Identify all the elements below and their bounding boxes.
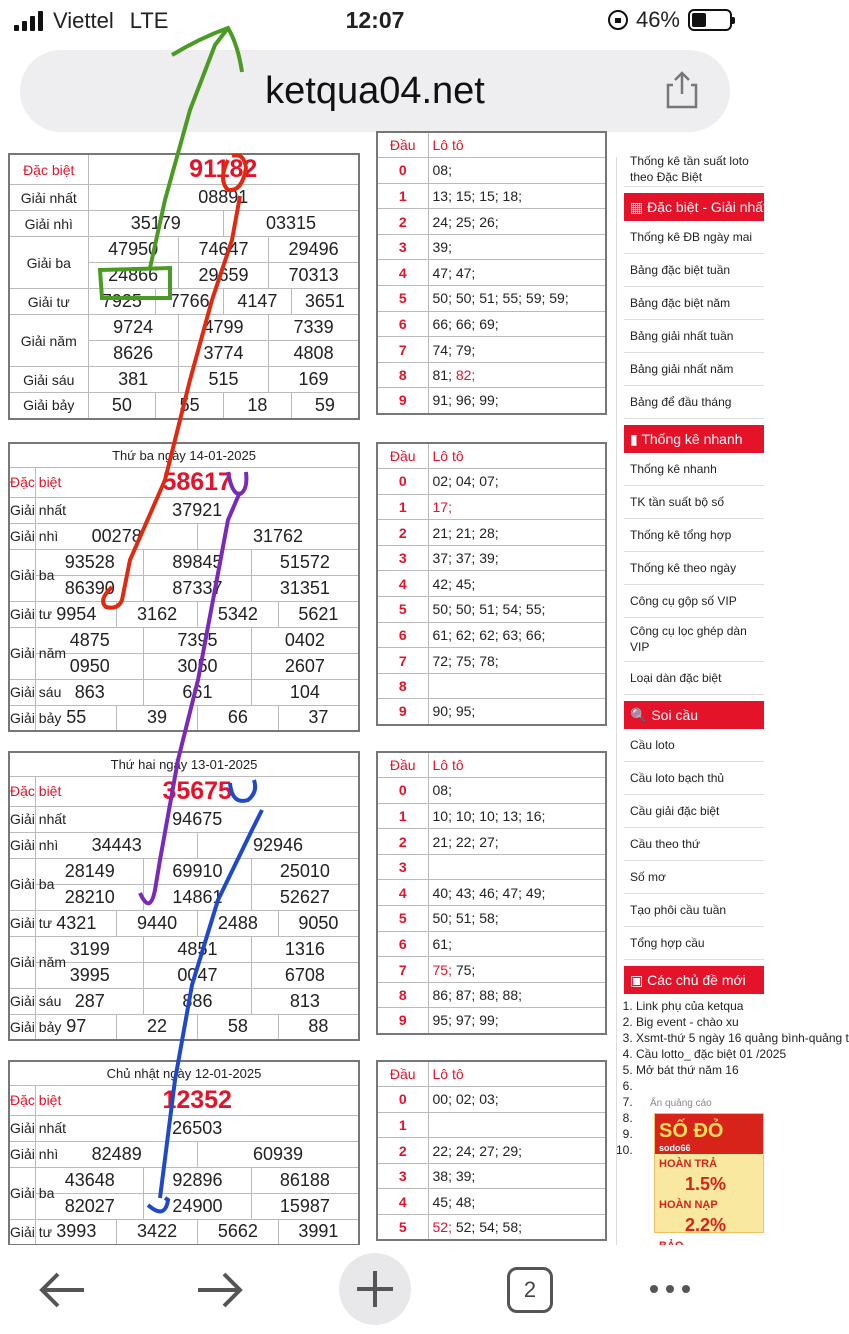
loto-table: Đầu Lô tô 0 02; 04; 07; 1 17; 2 21; 21; 28; 3 37; 37; 39; 4 42; 45; 5 50; 50; 51; 54; 55; 6 61; 62; 62; 63; 66; 7 72; 75; 78; 8 9 90; 95; [376, 442, 607, 726]
loto-values: 74; 79; [428, 337, 606, 363]
loto-head: 2 [377, 1138, 428, 1164]
fourth-prize: 3162 [117, 601, 198, 627]
loto-values: 39; [428, 234, 606, 260]
loto-head: 9 [377, 1008, 428, 1034]
sidebar-link[interactable]: Công cụ lọc ghép dàn VIP [624, 618, 764, 662]
seventh-prize: 58 [197, 1014, 278, 1040]
loto-values: 61; [428, 931, 606, 957]
back-icon[interactable] [28, 1255, 98, 1325]
loto-values: 91; 96; 99; [428, 388, 606, 414]
loto-values: 08; [428, 778, 606, 804]
loto-head: 7 [377, 337, 428, 363]
fourth-prize: 7766 [156, 289, 224, 315]
sixth-prize: 886 [144, 988, 252, 1014]
fourth-prize: 3993 [36, 1219, 117, 1245]
loto-values: 86; 87; 88; 88; [428, 982, 606, 1008]
fourth-prize: 7925 [88, 289, 156, 315]
third-prize: 31351 [251, 575, 359, 601]
loto-head: 1 [377, 1112, 428, 1138]
third-prize: 93528 [36, 549, 144, 575]
loto-table: Đầu Lô tô 0 00; 02; 03; 1 2 22; 24; 27; 29; 3 38; 39; 4 45; 48; 5 52; 52; 54; 58; [376, 1060, 607, 1241]
loto-head: 0 [377, 778, 428, 804]
fifth-prize: 3774 [178, 341, 268, 367]
loto-head: 4 [377, 880, 428, 906]
fifth-prize: 4799 [178, 315, 268, 341]
second-prize: 03315 [223, 211, 359, 237]
loto-head: 8 [377, 982, 428, 1008]
page-content [0, 137, 849, 1245]
sidebar-link[interactable]: Loại dàn đặc biệt [624, 662, 764, 695]
sidebar-link[interactable]: Bảng giải nhất tuần [624, 320, 764, 353]
seventh-prize: 55 [36, 705, 117, 731]
sidebar [624, 154, 849, 1235]
loto-head: 6 [377, 622, 428, 648]
seventh-prize: 22 [117, 1014, 198, 1040]
loto-values: 52; 52; 54; 58; [428, 1215, 606, 1241]
more-icon[interactable] [650, 1285, 690, 1293]
fourth-prize: 5342 [197, 601, 278, 627]
loto-head: 2 [377, 520, 428, 546]
seventh-prize: 59 [291, 393, 359, 419]
sidebar-link[interactable]: Bảng đặc biệt năm [624, 287, 764, 320]
sidebar-link[interactable]: Tổng hợp cầu [624, 927, 764, 960]
seventh-prize: 18 [223, 393, 291, 419]
loto-values: 81; 82; [428, 362, 606, 388]
seventh-prize: 37 [278, 705, 359, 731]
third-prize: 87337 [144, 575, 252, 601]
sixth-prize: 104 [251, 679, 359, 705]
browser-toolbar [0, 1245, 750, 1334]
loto-values: 50; 50; 51; 54; 55; [428, 597, 606, 623]
url-text[interactable]: ketqua04.net [265, 70, 485, 112]
third-prize: 52627 [251, 884, 359, 910]
second-prize: 82489 [36, 1141, 198, 1167]
third-prize: 89845 [144, 549, 252, 575]
sidebar-link[interactable]: Bảng giải nhất năm [624, 353, 764, 386]
sidebar-section-title: ▦ Đặc biệt - Giải nhất [624, 193, 764, 221]
third-prize: 29496 [269, 237, 359, 263]
loto-values: 21; 21; 28; [428, 520, 606, 546]
result-date: Chủ nhật ngày 12-01-2025 [9, 1061, 359, 1085]
sidebar-section-title: 🔍 Soi cầu [624, 701, 764, 729]
fifth-prize: 4875 [36, 627, 144, 653]
third-prize: 15987 [251, 1193, 359, 1219]
sidebar-link[interactable]: Bảng đặc biệt tuần [624, 254, 764, 287]
loto-head: 4 [377, 571, 428, 597]
second-prize: 31762 [197, 523, 359, 549]
loto-values: 45; 48; [428, 1189, 606, 1215]
third-prize: 69910 [144, 858, 252, 884]
special-prize: 91182 [88, 154, 359, 185]
sidebar-link[interactable]: Bảng để đầu tháng [624, 386, 764, 419]
fifth-prize: 0402 [251, 627, 359, 653]
battery-icon [688, 9, 732, 31]
share-icon[interactable] [664, 70, 700, 110]
new-tab-button[interactable] [339, 1253, 411, 1325]
loto-values: 42; 45; [428, 571, 606, 597]
fifth-prize: 4808 [269, 341, 359, 367]
fifth-prize: 9724 [88, 315, 178, 341]
loto-values: 66; 66; 69; [428, 311, 606, 337]
first-prize: 26503 [36, 1115, 359, 1141]
sidebar-link[interactable]: Cầu loto [624, 729, 764, 762]
topic-link[interactable]: 4. Cầu lotto_ đặc biệt 01 /2025 [636, 1046, 764, 1062]
loto-table: Đầu Lô tô 0 08; 1 13; 15; 15; 18; 2 24; 25; 26; 3 39; 4 47; 47; 5 50; 50; 51; 55; 59; 59; 6 66; 66; 69; 7 74; 79; 8 81; 82; 9 91; 96; 99; [376, 131, 607, 415]
sixth-prize: 863 [36, 679, 144, 705]
loto-head: 3 [377, 234, 428, 260]
third-prize: 25010 [251, 858, 359, 884]
topic-link[interactable] [636, 1078, 764, 1094]
loto-head: 0 [377, 1087, 428, 1113]
sidebar-link[interactable]: Thống kê tần suất loto theo Đặc Biệt [624, 153, 764, 187]
loto-head: 3 [377, 545, 428, 571]
fifth-prize: 1316 [251, 936, 359, 962]
loto-values: 02; 04; 07; [428, 469, 606, 495]
sidebar-link[interactable]: Thống kê tổng hợp [624, 519, 764, 552]
third-prize: 14861 [144, 884, 252, 910]
result-date: Thứ ba ngày 14-01-2025 [9, 443, 359, 467]
rotation-lock-icon [608, 10, 628, 30]
loto-head: 2 [377, 209, 428, 235]
loto-head: 8 [377, 362, 428, 388]
result-table: Đặc biệt 91182 Giải nhất 08891 Giải nhì 35179 03315 Giải ba 47950 74647 29496 24866 29659 70313 Giải tư 7925 7766 4147 3651 Giải năm 9724 4799 7339 8626 3774 4808 Giải sáu 381 515 169 Giải bảy 50 55 18 59 [8, 153, 360, 420]
topic-link[interactable]: 1. Link phụ của ketqua [636, 998, 764, 1014]
seventh-prize: 88 [278, 1014, 359, 1040]
fifth-prize: 3995 [36, 962, 144, 988]
loto-values: 72; 75; 78; [428, 648, 606, 674]
topic-link[interactable]: 3. Xsmt-thứ 5 ngày 16 quảng bình-quảng t [636, 1030, 764, 1046]
sidebar-link[interactable]: Số mơ [624, 861, 764, 894]
third-prize: 82027 [36, 1193, 144, 1219]
second-prize: 92946 [197, 832, 359, 858]
fourth-prize: 9954 [36, 601, 117, 627]
fourth-prize: 3991 [278, 1219, 359, 1245]
loto-head: 9 [377, 388, 428, 414]
plus-icon [339, 1253, 411, 1325]
loto-values: 95; 97; 99; [428, 1008, 606, 1034]
clock: 12:07 [345, 7, 405, 33]
loto-values: 00; 02; 03; [428, 1087, 606, 1113]
loto-values [428, 673, 606, 699]
loto-values: 90; 95; [428, 699, 606, 725]
result-date: Thứ hai ngày 13-01-2025 [9, 752, 359, 776]
fifth-prize: 7339 [269, 315, 359, 341]
loto-values: 24; 25; 26; [428, 209, 606, 235]
loto-values: 37; 37; 39; [428, 545, 606, 571]
fifth-prize: 3199 [36, 936, 144, 962]
fifth-prize: 3050 [144, 653, 252, 679]
topic-link[interactable]: 5. Mở bát thứ năm 16 [636, 1062, 764, 1078]
third-prize: 28210 [36, 884, 144, 910]
third-prize: 86188 [251, 1167, 359, 1193]
third-prize: 70313 [269, 263, 359, 289]
seventh-prize: 50 [88, 393, 156, 419]
sixth-prize: 287 [36, 988, 144, 1014]
network-type: LTE [129, 8, 169, 33]
loto-values: 17; [428, 494, 606, 520]
sidebar-link[interactable]: Thống kê theo ngày [624, 552, 764, 585]
loto-values: 38; 39; [428, 1163, 606, 1189]
third-prize: 29659 [178, 263, 268, 289]
battery-percent: 46% [635, 7, 680, 32]
fourth-prize: 3651 [291, 289, 359, 315]
second-prize: 35179 [88, 211, 223, 237]
loto-values: 50; 50; 51; 55; 59; 59; [428, 286, 606, 312]
sidebar-link[interactable]: Cầu theo thứ [624, 828, 764, 861]
sixth-prize: 813 [251, 988, 359, 1014]
result-table: Thứ hai ngày 13-01-2025 Đặc biệt 35675 Giải nhất 94675 Giải nhì 34443 92946 Giải ba 28149 69910 25010 28210 14861 52627 Giải tư 4321 9440 2488 9050 Giải năm 3199 4851 1316 3995 0047 6708 Giải sáu 287 886 813 Giải bảy 97 22 58 88 [8, 751, 360, 1041]
fourth-prize: 4147 [223, 289, 291, 315]
loto-values: 08; [428, 158, 606, 184]
loto-values [428, 1112, 606, 1138]
sidebar-link[interactable]: Công cụ gộp số VIP [624, 585, 764, 618]
first-prize: 94675 [36, 806, 359, 832]
third-prize: 24900 [144, 1193, 252, 1219]
special-prize: 58617 [36, 467, 359, 497]
seventh-prize: 55 [156, 393, 224, 419]
sidebar-link[interactable]: Tạo phôi cầu tuần [624, 894, 764, 927]
third-prize: 24866 [88, 263, 178, 289]
third-prize: 28149 [36, 858, 144, 884]
loto-head: 7 [377, 957, 428, 983]
fifth-prize: 0950 [36, 653, 144, 679]
loto-head: 5 [377, 906, 428, 932]
result-table: Thứ ba ngày 14-01-2025 Đặc biệt 58617 Giải nhất 37921 Giải nhì 00278 31762 Giải ba 93528 89845 51572 86390 87337 31351 Giải tư 9954 3162 5342 5621 Giải năm 4875 7395 0402 0950 3050 2607 Giải sáu 863 661 104 Giải bảy 55 39 66 37 [8, 442, 360, 732]
sidebar-link[interactable]: Thống kê ĐB ngày mai [624, 221, 764, 254]
third-prize: 86390 [36, 575, 144, 601]
loto-head: 7 [377, 648, 428, 674]
loto-table: Đầu Lô tô 0 08; 1 10; 10; 10; 13; 16; 2 21; 22; 27; 3 4 40; 43; 46; 47; 49; 5 50; 51; 58; 6 61; 7 75; 75; 8 86; 87; 88; 88; 9 95; 97; 99; [376, 751, 607, 1035]
loto-head: 6 [377, 931, 428, 957]
sixth-prize: 515 [178, 367, 268, 393]
sidebar-link[interactable]: Thống kê nhanh [624, 453, 764, 486]
third-prize: 51572 [251, 549, 359, 575]
second-prize: 00278 [36, 523, 198, 549]
fifth-prize: 0047 [144, 962, 252, 988]
fourth-prize: 5662 [197, 1219, 278, 1245]
loto-values: 50; 51; 58; [428, 906, 606, 932]
fourth-prize: 2488 [197, 910, 278, 936]
topic-link[interactable]: 2. Big event - chào xu [636, 1014, 764, 1030]
fifth-prize: 8626 [88, 341, 178, 367]
loto-values: 21; 22; 27; [428, 829, 606, 855]
third-prize: 74647 [178, 237, 268, 263]
special-prize: 12352 [36, 1085, 359, 1115]
loto-values: 40; 43; 46; 47; 49; [428, 880, 606, 906]
fourth-prize: 3422 [117, 1219, 198, 1245]
fourth-prize: 9050 [278, 910, 359, 936]
loto-head: 5 [377, 597, 428, 623]
result-table: Chủ nhật ngày 12-01-2025 Đặc biệt 12352 Giải nhất 26503 Giải nhì 82489 60939 Giải ba 43648 92896 86188 82027 24900 15987 Giải tư 3993 3422 5662 3991 [8, 1060, 360, 1246]
loto-head: 9 [377, 699, 428, 725]
carrier: Viettel [53, 8, 114, 33]
seventh-prize: 39 [117, 705, 198, 731]
fourth-prize: 5621 [278, 601, 359, 627]
loto-head: 4 [377, 1189, 428, 1215]
fifth-prize: 7395 [144, 627, 252, 653]
sidebar-link[interactable]: Cầu loto bạch thủ [624, 762, 764, 795]
loto-head: 5 [377, 286, 428, 312]
loto-head: 1 [377, 494, 428, 520]
loto-head: 3 [377, 1163, 428, 1189]
loto-values: 10; 10; 10; 13; 16; [428, 803, 606, 829]
loto-head: 0 [377, 158, 428, 184]
loto-head: 1 [377, 803, 428, 829]
loto-head: 4 [377, 260, 428, 286]
ad-banner[interactable]: SỐ ĐỎ sodo66 HOÀN TRẢ 1.5% HOÀN NẠP 2.2% [654, 1113, 764, 1233]
loto-head: 6 [377, 311, 428, 337]
loto-values: 22; 24; 27; 29; [428, 1138, 606, 1164]
loto-values: 13; 15; 15; 18; [428, 183, 606, 209]
special-prize: 35675 [36, 776, 359, 806]
status-bar [0, 0, 750, 42]
loto-values [428, 854, 606, 880]
loto-head: 8 [377, 673, 428, 699]
first-prize: 08891 [88, 185, 359, 211]
loto-head: 1 [377, 183, 428, 209]
seventh-prize: 66 [197, 705, 278, 731]
loto-head: 0 [377, 469, 428, 495]
loto-values: 75; 75; [428, 957, 606, 983]
forward-icon[interactable] [184, 1255, 254, 1325]
sixth-prize: 169 [269, 367, 359, 393]
sidebar-link[interactable]: Cầu giải đặc biệt [624, 795, 764, 828]
third-prize: 47950 [88, 237, 178, 263]
fifth-prize: 2607 [251, 653, 359, 679]
address-bar[interactable] [20, 50, 730, 132]
third-prize: 92896 [144, 1167, 252, 1193]
loto-head: 3 [377, 854, 428, 880]
loto-values: 47; 47; [428, 260, 606, 286]
sixth-prize: 381 [88, 367, 178, 393]
fourth-prize: 4321 [36, 910, 117, 936]
fifth-prize: 6708 [251, 962, 359, 988]
hide-ad-label[interactable]: Ẩn quảng cáo [650, 1098, 712, 1109]
seventh-prize: 97 [36, 1014, 117, 1040]
second-prize: 34443 [36, 832, 198, 858]
loto-values: 61; 62; 62; 63; 66; [428, 622, 606, 648]
loto-head: 5 [377, 1215, 428, 1241]
sidebar-section-title: ▣ Các chủ đề mới [624, 966, 764, 994]
sidebar-section-title: ▮ Thống kê nhanh [624, 425, 764, 453]
fourth-prize: 9440 [117, 910, 198, 936]
loto-head: 2 [377, 829, 428, 855]
third-prize: 43648 [36, 1167, 144, 1193]
first-prize: 37921 [36, 497, 359, 523]
sidebar-link[interactable]: TK tần suất bộ số [624, 486, 764, 519]
tabs-button[interactable]: 2 [507, 1267, 553, 1313]
fifth-prize: 4851 [144, 936, 252, 962]
sixth-prize: 661 [144, 679, 252, 705]
second-prize: 60939 [197, 1141, 359, 1167]
